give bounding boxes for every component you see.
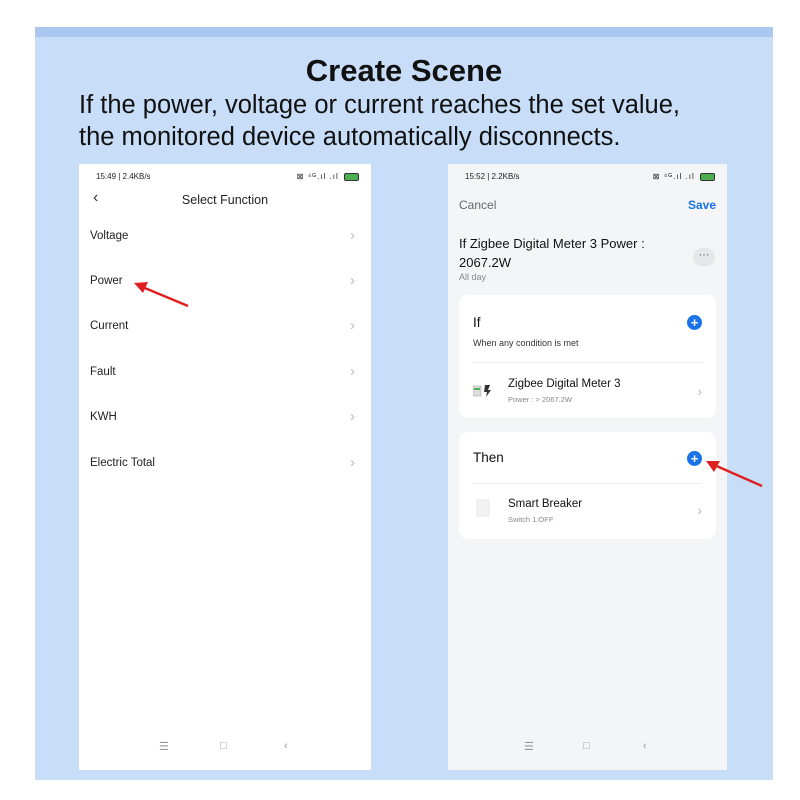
home-square-icon[interactable]: □ bbox=[583, 740, 590, 752]
navigation-bar bbox=[448, 740, 727, 758]
battery-icon bbox=[344, 173, 359, 181]
chevron-right-icon: › bbox=[350, 408, 355, 425]
status-time: 15:52 | 2.2KB/s bbox=[465, 172, 520, 181]
scene-name[interactable]: If Zigbee Digital Meter 3 Power : 2067.2W bbox=[459, 236, 645, 270]
scene-schedule: All day bbox=[459, 272, 487, 282]
save-button[interactable]: Save bbox=[687, 198, 716, 212]
battery-icon bbox=[700, 173, 715, 181]
menu-icon[interactable]: ☰ bbox=[159, 741, 169, 753]
chevron-right-icon: › bbox=[697, 383, 702, 399]
function-item-electric-total[interactable] bbox=[79, 445, 371, 485]
if-card bbox=[459, 295, 716, 418]
function-label: Current bbox=[90, 320, 129, 332]
add-condition-plus-icon[interactable]: + bbox=[687, 315, 702, 330]
more-options-button[interactable]: ··· bbox=[693, 248, 715, 266]
divider bbox=[473, 362, 702, 363]
status-time: 15:49 | 2.4KB/s bbox=[96, 172, 151, 181]
red-arrow-add-action-icon bbox=[702, 452, 766, 492]
right-phone-screen bbox=[448, 164, 727, 770]
then-card bbox=[459, 432, 716, 539]
function-label: KWH bbox=[90, 411, 117, 423]
meter-device-icon bbox=[473, 382, 495, 400]
home-square-icon[interactable]: □ bbox=[220, 740, 227, 752]
description-line-1: If the power, voltage or current reaches the set value, bbox=[79, 91, 681, 119]
signal-icons: ⊠ ⁴ᴳ.ıl .ıl bbox=[296, 172, 339, 181]
signal-icons: ⊠ ⁴ᴳ.ıl .ıl bbox=[652, 172, 695, 181]
red-arrow-power-icon bbox=[130, 272, 192, 312]
function-item-current[interactable] bbox=[79, 308, 371, 348]
function-label: Power bbox=[90, 275, 123, 287]
chevron-right-icon: › bbox=[350, 317, 355, 334]
then-device-name[interactable]: Smart Breaker bbox=[508, 498, 583, 510]
then-device-detail: Switch 1:OFF bbox=[508, 515, 554, 524]
if-device-detail: Power : > 2067.2W bbox=[508, 395, 572, 404]
chevron-right-icon: › bbox=[350, 272, 355, 289]
function-label: Fault bbox=[90, 366, 116, 378]
if-heading: If bbox=[473, 315, 481, 330]
back-triangle-icon[interactable]: ‹ bbox=[643, 740, 647, 752]
left-phone-screen bbox=[79, 164, 371, 770]
chevron-right-icon: › bbox=[350, 227, 355, 244]
top-stripe bbox=[35, 27, 773, 37]
cancel-button[interactable]: Cancel bbox=[459, 198, 497, 212]
status-icons bbox=[297, 172, 359, 181]
description-line-2: the monitored device automatically disconnects. bbox=[79, 123, 621, 151]
back-triangle-icon[interactable]: ‹ bbox=[284, 740, 288, 752]
condition-rule-dropdown[interactable]: When any condition is met bbox=[473, 338, 579, 348]
add-action-plus-icon[interactable]: + bbox=[687, 451, 702, 466]
function-item-power[interactable] bbox=[79, 263, 371, 303]
navigation-bar bbox=[79, 740, 371, 758]
if-device-name[interactable]: Zigbee Digital Meter 3 bbox=[508, 378, 621, 390]
menu-icon[interactable]: ☰ bbox=[524, 741, 534, 753]
function-item-fault[interactable] bbox=[79, 354, 371, 394]
breaker-device-icon bbox=[473, 499, 495, 517]
function-label: Voltage bbox=[90, 230, 129, 242]
back-chevron-icon[interactable]: ‹ bbox=[93, 189, 99, 206]
page-title: Create Scene bbox=[305, 53, 503, 88]
chevron-right-icon: › bbox=[697, 502, 702, 518]
status-icons bbox=[653, 172, 715, 181]
function-item-kwh[interactable] bbox=[79, 399, 371, 439]
screen-title: Select Function bbox=[181, 193, 269, 207]
then-heading: Then bbox=[473, 450, 504, 465]
divider bbox=[473, 483, 702, 484]
chevron-right-icon: › bbox=[350, 454, 355, 471]
chevron-right-icon: › bbox=[350, 363, 355, 380]
function-label: Electric Total bbox=[90, 457, 155, 469]
function-item-voltage[interactable] bbox=[79, 218, 371, 258]
